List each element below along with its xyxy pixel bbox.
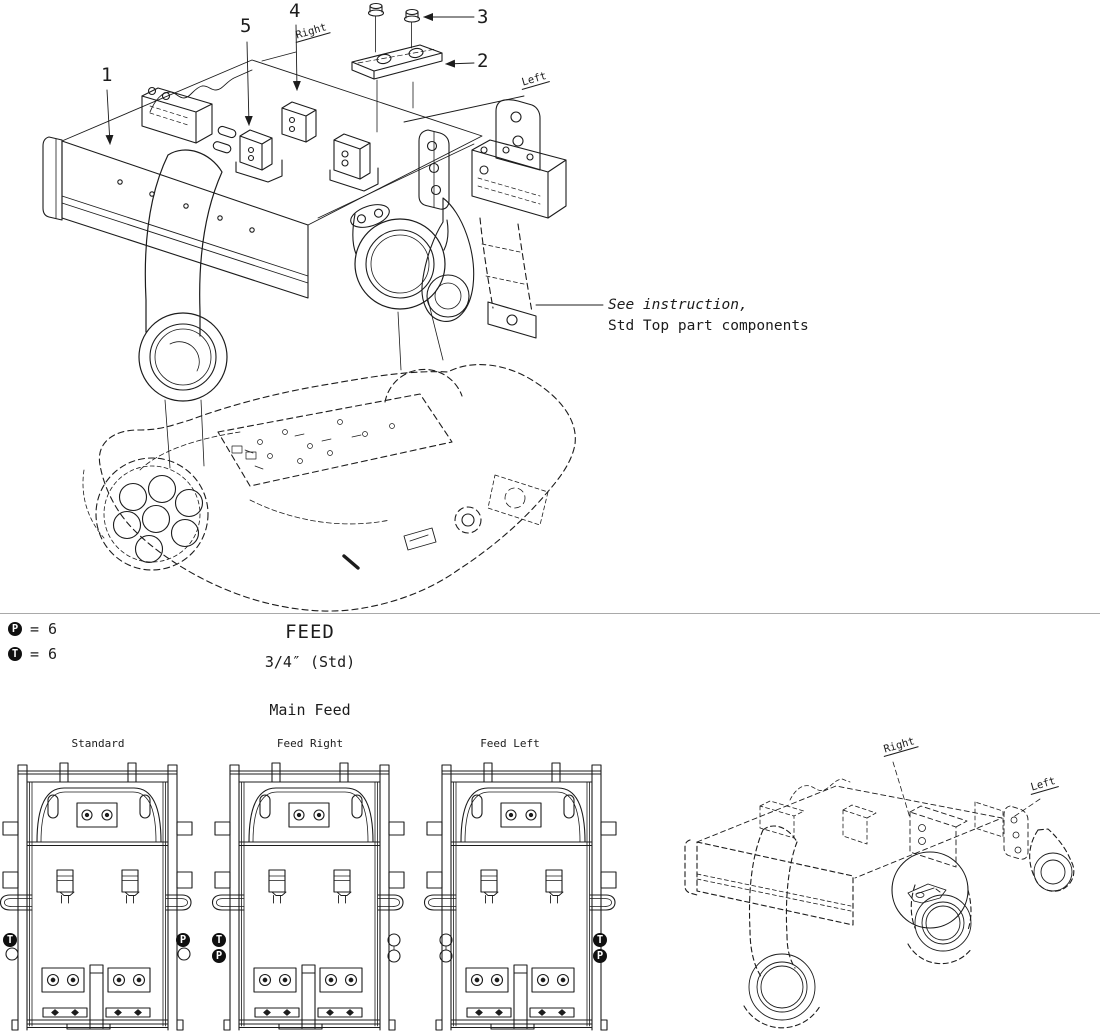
orientation-label-right: Right (292, 21, 330, 43)
section-divider (0, 613, 1100, 614)
legend-row-t (8, 645, 57, 663)
callout-4: 4 (289, 0, 301, 22)
bottom-orientation-label-right: Right (880, 735, 918, 757)
callout-2: 2 (477, 50, 489, 72)
instruction-note-line2: Std Top part components (608, 318, 809, 334)
bottom-right-assembly-drawing (685, 762, 1074, 1028)
instruction-note-line1: See instruction, (608, 297, 748, 313)
detail-highlight-circle (892, 852, 968, 928)
legend-p-value: = 6 (30, 620, 58, 638)
callout-5: 5 (240, 15, 252, 37)
feed-left-t-badge: T (593, 933, 607, 947)
main-feed-subtitle: Main Feed (269, 701, 351, 719)
orientation-label-left: Left (518, 69, 550, 90)
feed-right-p-badge: P (212, 949, 226, 963)
bolt-and-plate-group (352, 4, 442, 133)
variant-label-feed-right: Feed Right (276, 737, 344, 750)
feed-section-title: FEED (285, 621, 335, 643)
top-assembly-drawing (43, 4, 566, 469)
standard-t-badge: T (3, 933, 17, 947)
t-port-badge: T (8, 647, 22, 661)
feed-left-p-badge: P (593, 949, 607, 963)
callout-1: 1 (101, 64, 113, 86)
feed-size-label: 3/4″ (Std) (264, 653, 356, 671)
variant-label-feed-left: Feed Left (480, 737, 540, 750)
rotation-unit-drawing (83, 365, 575, 611)
p-port-badge: P (8, 622, 22, 636)
standard-p-badge: P (176, 933, 190, 947)
bottom-orientation-label-left: Left (1027, 774, 1059, 795)
feed-right-t-badge: T (212, 933, 226, 947)
variant-label-standard: Standard (71, 737, 125, 750)
legend-row-p (8, 620, 57, 638)
feed-variant-drawings (1, 763, 617, 1030)
callout-3: 3 (477, 6, 489, 28)
legend-t-value: = 6 (30, 645, 58, 663)
